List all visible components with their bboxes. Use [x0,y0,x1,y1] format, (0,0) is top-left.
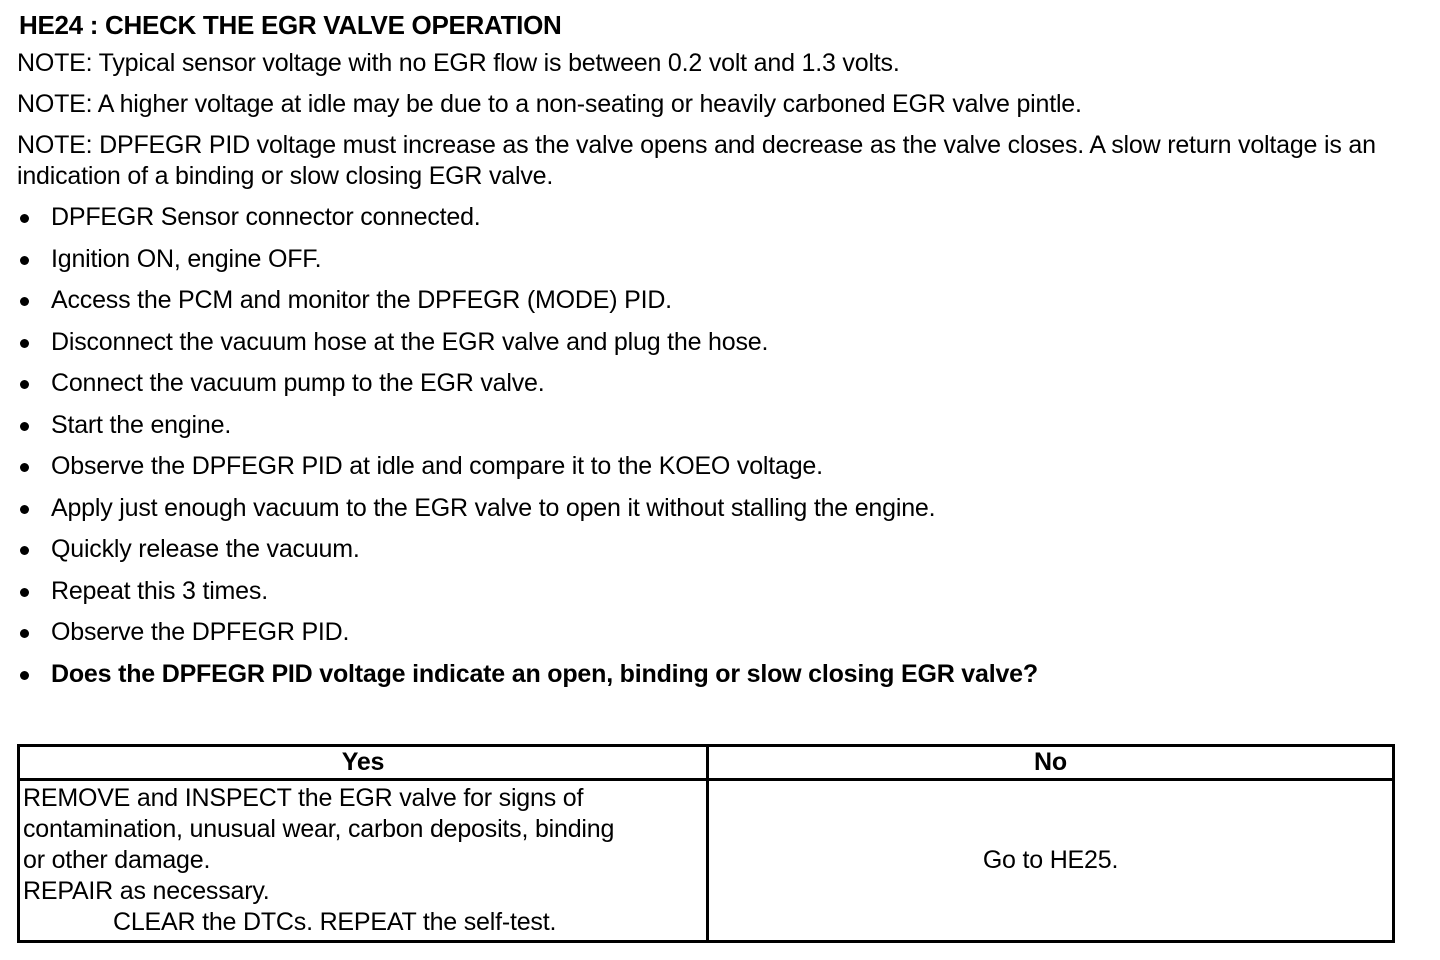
step-text: Start the engine. [51,410,232,439]
note-2: NOTE: A higher voltage at idle may be due to a non-seating or heavily carboned EGR valve pintle. [17,90,1082,118]
note-1: NOTE: Typical sensor voltage with no EGR flow is between 0.2 volt and 1.3 volts. [17,49,900,77]
step-text: Connect the vacuum pump to the EGR valve. [51,369,545,397]
list-item [17,617,1417,659]
step-text: Does the DPFEGR PID voltage indicate an open, binding or slow closing EGR valve? [51,659,1038,688]
yes-action-line: or other damage. [23,846,211,874]
step-text: Apply just enough vacuum to the EGR valve to open it without stalling the engine. [51,493,936,522]
step-text: Disconnect the vacuum hose at the EGR valve and plug the hose. [51,327,769,356]
yes-header: Yes [19,746,708,780]
bullet-icon [20,214,29,223]
bullet-icon [20,463,29,472]
step-text: Observe the DPFEGR PID at idle and compare it to the KOEO voltage. [51,452,823,480]
note-3: NOTE: DPFEGR PID voltage must increase as the valve opens and decrease as the valve closes. A slow return voltage is an indication of a binding or slow closing EGR valve. [17,131,1376,190]
list-item [17,244,1417,286]
list-item [17,534,1417,576]
step-text: Observe the DPFEGR PID. [51,618,350,646]
list-item [17,327,1417,369]
list-item [17,368,1417,410]
bullet-icon [20,422,29,431]
steps-list [17,202,1417,700]
yes-action-line: CLEAR the DTCs. REPEAT the self-test. [113,908,557,936]
bullet-icon [20,588,29,597]
yes-action-line: contamination, unusual wear, carbon deposits, binding [23,815,615,843]
bullet-icon [20,339,29,348]
bullet-icon [20,256,29,265]
yes-action-line: REPAIR as necessary. [23,877,270,905]
step-text: Ignition ON, engine OFF. [51,244,322,273]
step-text: Access the PCM and monitor the DPFEGR (MODE) PID. [51,286,672,314]
list-item [17,493,1417,535]
yes-action-line: REMOVE and INSPECT the EGR valve for signs of [23,784,584,812]
list-item [17,410,1417,452]
list-item [17,285,1417,327]
bullet-icon [20,629,29,638]
decision-question [17,659,1417,701]
procedure-page [17,8,1417,936]
step-text: Repeat this 3 times. [51,576,268,605]
bullet-icon [20,380,29,389]
decision-table [17,744,1395,943]
table-row [19,780,1394,942]
no-header: No [708,746,1394,780]
bullet-icon [20,297,29,306]
list-item [17,576,1417,618]
notes-section [17,48,1417,192]
yes-action-cell [19,780,708,942]
step-text: DPFEGR Sensor connector connected. [51,203,481,231]
list-item [17,202,1417,244]
bullet-icon [20,546,29,555]
no-action-cell: Go to HE25. [708,780,1394,942]
bullet-icon [20,505,29,514]
page-title: HE24 : CHECK THE EGR VALVE OPERATION [19,10,562,40]
list-item [17,451,1417,493]
table-header-row [19,746,1394,780]
bullet-icon [20,671,29,680]
step-text: Quickly release the vacuum. [51,535,360,563]
